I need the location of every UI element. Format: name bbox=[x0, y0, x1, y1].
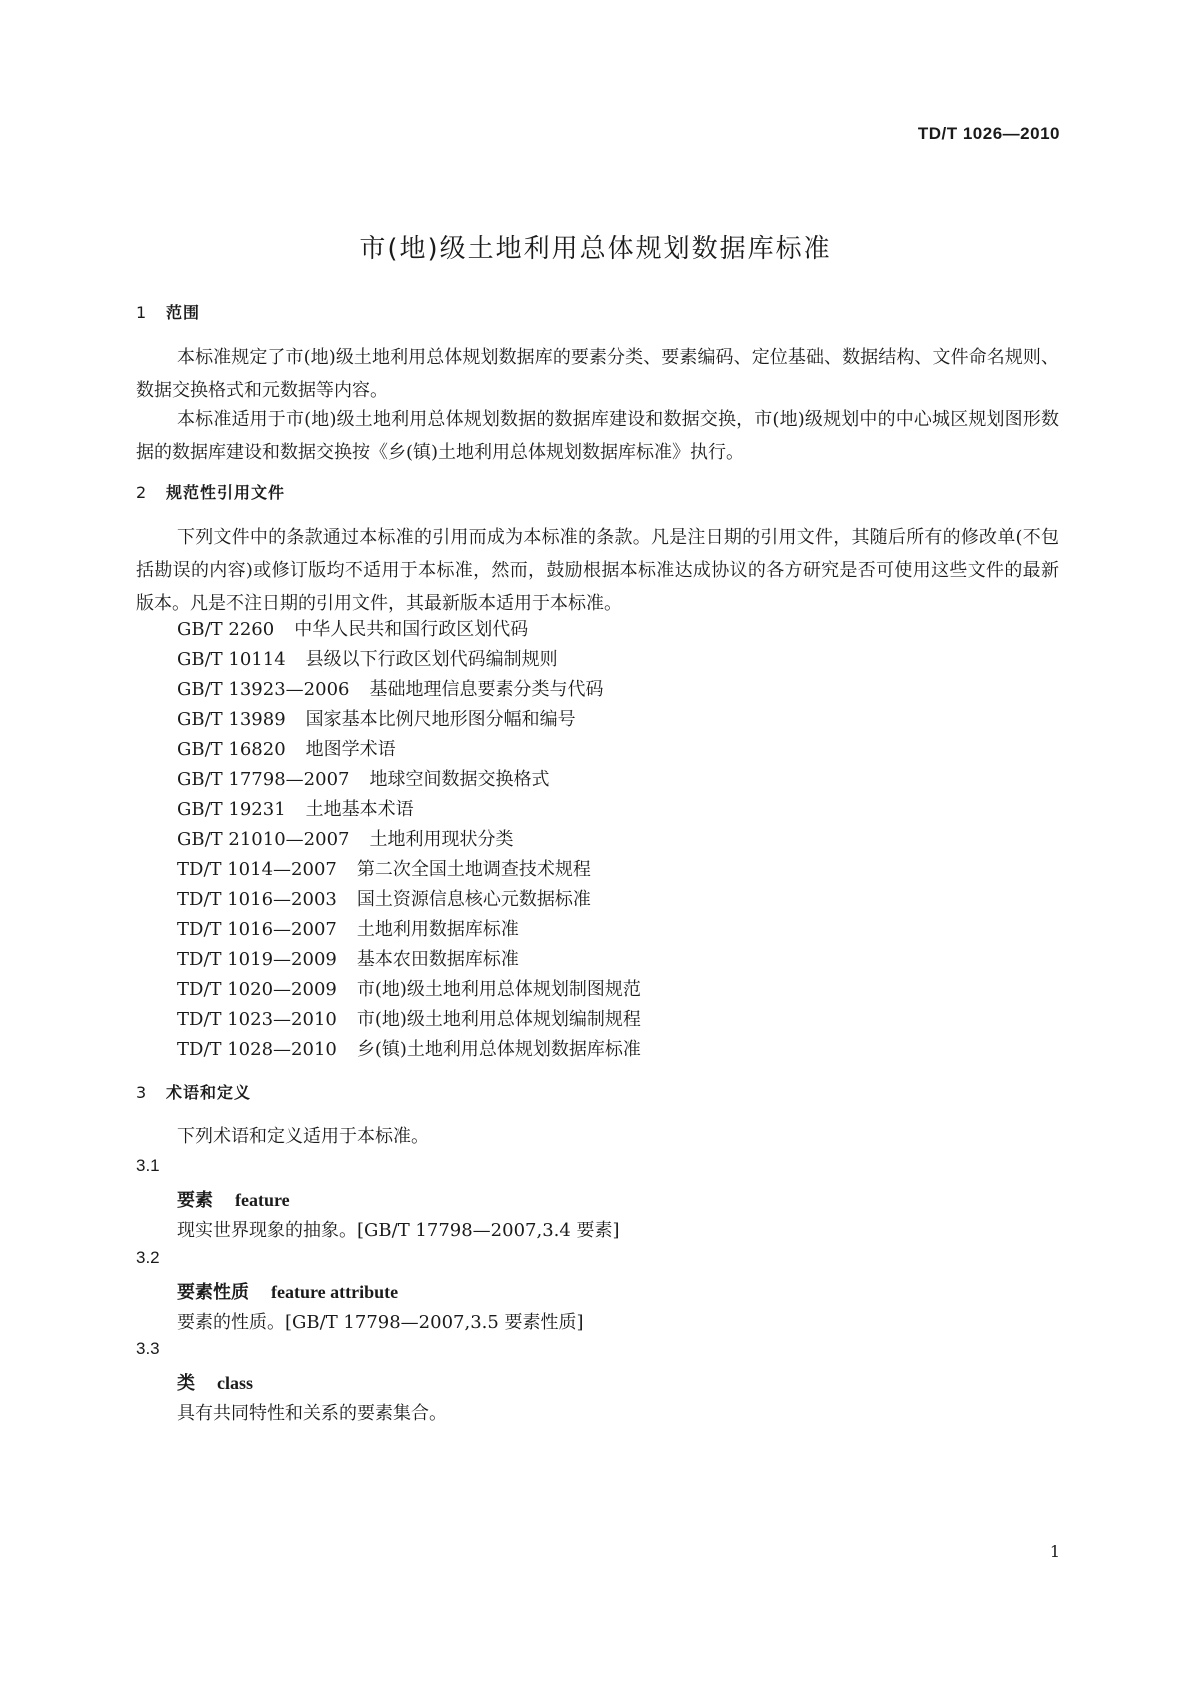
document-title: 市(地)级土地利用总体规划数据库标准 bbox=[359, 234, 832, 264]
term-definition: 现实世界现象的抽象。[GB/T 17798—2007,3.4 要素] bbox=[177, 1220, 620, 1241]
reference-name: 中华人民共和国行政区划代码 bbox=[294, 619, 529, 640]
paragraph: 本标准规定了市(地)级土地利用总体规划数据库的要素分类、要素编码、定位基础、数据结构、文件命名规则、数据交换格式和元数据等内容。 bbox=[136, 347, 1059, 401]
reference-item bbox=[177, 1033, 641, 1066]
section-title: 规范性引用文件 bbox=[166, 483, 286, 502]
reference-code: GB/T 10114 bbox=[177, 649, 286, 670]
reference-item bbox=[177, 673, 603, 706]
reference-name: 国土资源信息核心元数据标准 bbox=[356, 889, 591, 910]
reference-name: 市(地)级土地利用总体规划编制规程 bbox=[356, 1009, 641, 1030]
reference-code: TD/T 1028—2010 bbox=[177, 1039, 337, 1060]
reference-item bbox=[177, 613, 528, 646]
term-zh: 要素 bbox=[177, 1190, 213, 1211]
reference-name: 市(地)级土地利用总体规划制图规范 bbox=[356, 979, 641, 1000]
reference-code: GB/T 2260 bbox=[177, 619, 275, 640]
reference-item bbox=[177, 1003, 641, 1036]
reference-code: TD/T 1023—2010 bbox=[177, 1009, 337, 1030]
term-number: 3.3 bbox=[136, 1339, 160, 1358]
section-heading-2 bbox=[136, 480, 285, 503]
section-heading-1 bbox=[136, 300, 200, 323]
reference-code: TD/T 1016—2003 bbox=[177, 889, 337, 910]
section-title: 范围 bbox=[166, 303, 201, 322]
reference-code: TD/T 1019—2009 bbox=[177, 949, 337, 970]
term-en: feature attribute bbox=[271, 1282, 399, 1302]
reference-code: TD/T 1020—2009 bbox=[177, 979, 337, 1000]
reference-name: 基础地理信息要素分类与代码 bbox=[369, 679, 604, 700]
term-number: 3.2 bbox=[136, 1248, 160, 1267]
term-en: feature bbox=[235, 1190, 290, 1210]
reference-code: GB/T 13923—2006 bbox=[177, 679, 350, 700]
page-number: 1 bbox=[1049, 1542, 1060, 1561]
reference-code: GB/T 13989 bbox=[177, 709, 286, 730]
term-name bbox=[177, 1369, 253, 1395]
reference-item bbox=[177, 853, 591, 886]
section-number: 3 bbox=[136, 1083, 148, 1102]
reference-name: 土地利用现状分类 bbox=[369, 829, 514, 850]
standard-code: TD/T 1026—2010 bbox=[917, 124, 1060, 143]
section-number: 2 bbox=[136, 483, 148, 502]
paragraph: 下列术语和定义适用于本标准。 bbox=[177, 1126, 429, 1147]
paragraph: 下列文件中的条款通过本标准的引用而成为本标准的条款。凡是注日期的引用文件，其随后所有的修改单(不包括勘误的内容)或修订版均不适用于本标准，然而，鼓励根据本标准达成协议的各方研究是否可使用这些文件的最新版本。凡是不注日期的引用文件，其最新版本适用于本标准。 bbox=[136, 527, 1059, 614]
reference-item bbox=[177, 703, 576, 736]
term-zh: 要素性质 bbox=[177, 1282, 249, 1303]
reference-name: 土地基本术语 bbox=[305, 799, 414, 820]
reference-item bbox=[177, 733, 396, 766]
term-definition: 具有共同特性和关系的要素集合。 bbox=[177, 1403, 447, 1424]
reference-name: 地图学术语 bbox=[305, 739, 396, 760]
section-number: 1 bbox=[136, 303, 148, 322]
term-definition: 要素的性质。[GB/T 17798—2007,3.5 要素性质] bbox=[177, 1312, 584, 1333]
reference-item bbox=[177, 793, 414, 826]
reference-item bbox=[177, 973, 641, 1006]
reference-item bbox=[177, 643, 558, 676]
section-heading-3 bbox=[136, 1080, 251, 1103]
reference-name: 国家基本比例尺地形图分幅和编号 bbox=[305, 709, 576, 730]
reference-name: 地球空间数据交换格式 bbox=[369, 769, 550, 790]
term-en: class bbox=[217, 1373, 253, 1393]
reference-item bbox=[177, 823, 513, 856]
section-title: 术语和定义 bbox=[166, 1083, 252, 1102]
paragraph: 本标准适用于市(地)级土地利用总体规划数据的数据库建设和数据交换，市(地)级规划中的中心城区规划图形数据的数据库建设和数据交换按《乡(镇)土地利用总体规划数据库标准》执行。 bbox=[136, 409, 1059, 463]
reference-code: TD/T 1016—2007 bbox=[177, 919, 337, 940]
reference-code: TD/T 1014—2007 bbox=[177, 859, 337, 880]
reference-name: 土地利用数据库标准 bbox=[356, 919, 519, 940]
reference-code: GB/T 16820 bbox=[177, 739, 286, 760]
reference-name: 乡(镇)土地利用总体规划数据库标准 bbox=[356, 1039, 641, 1060]
term-number: 3.1 bbox=[136, 1156, 160, 1175]
reference-code: GB/T 17798—2007 bbox=[177, 769, 350, 790]
reference-item bbox=[177, 943, 519, 976]
term-zh: 类 bbox=[177, 1373, 195, 1394]
reference-name: 基本农田数据库标准 bbox=[356, 949, 519, 970]
term-name bbox=[177, 1186, 290, 1212]
reference-code: GB/T 19231 bbox=[177, 799, 286, 820]
reference-item bbox=[177, 913, 519, 946]
reference-item bbox=[177, 763, 549, 796]
reference-code: GB/T 21010—2007 bbox=[177, 829, 350, 850]
reference-name: 县级以下行政区划代码编制规则 bbox=[305, 649, 558, 670]
term-name bbox=[177, 1278, 398, 1304]
reference-item bbox=[177, 883, 591, 916]
reference-name: 第二次全国土地调查技术规程 bbox=[356, 859, 591, 880]
